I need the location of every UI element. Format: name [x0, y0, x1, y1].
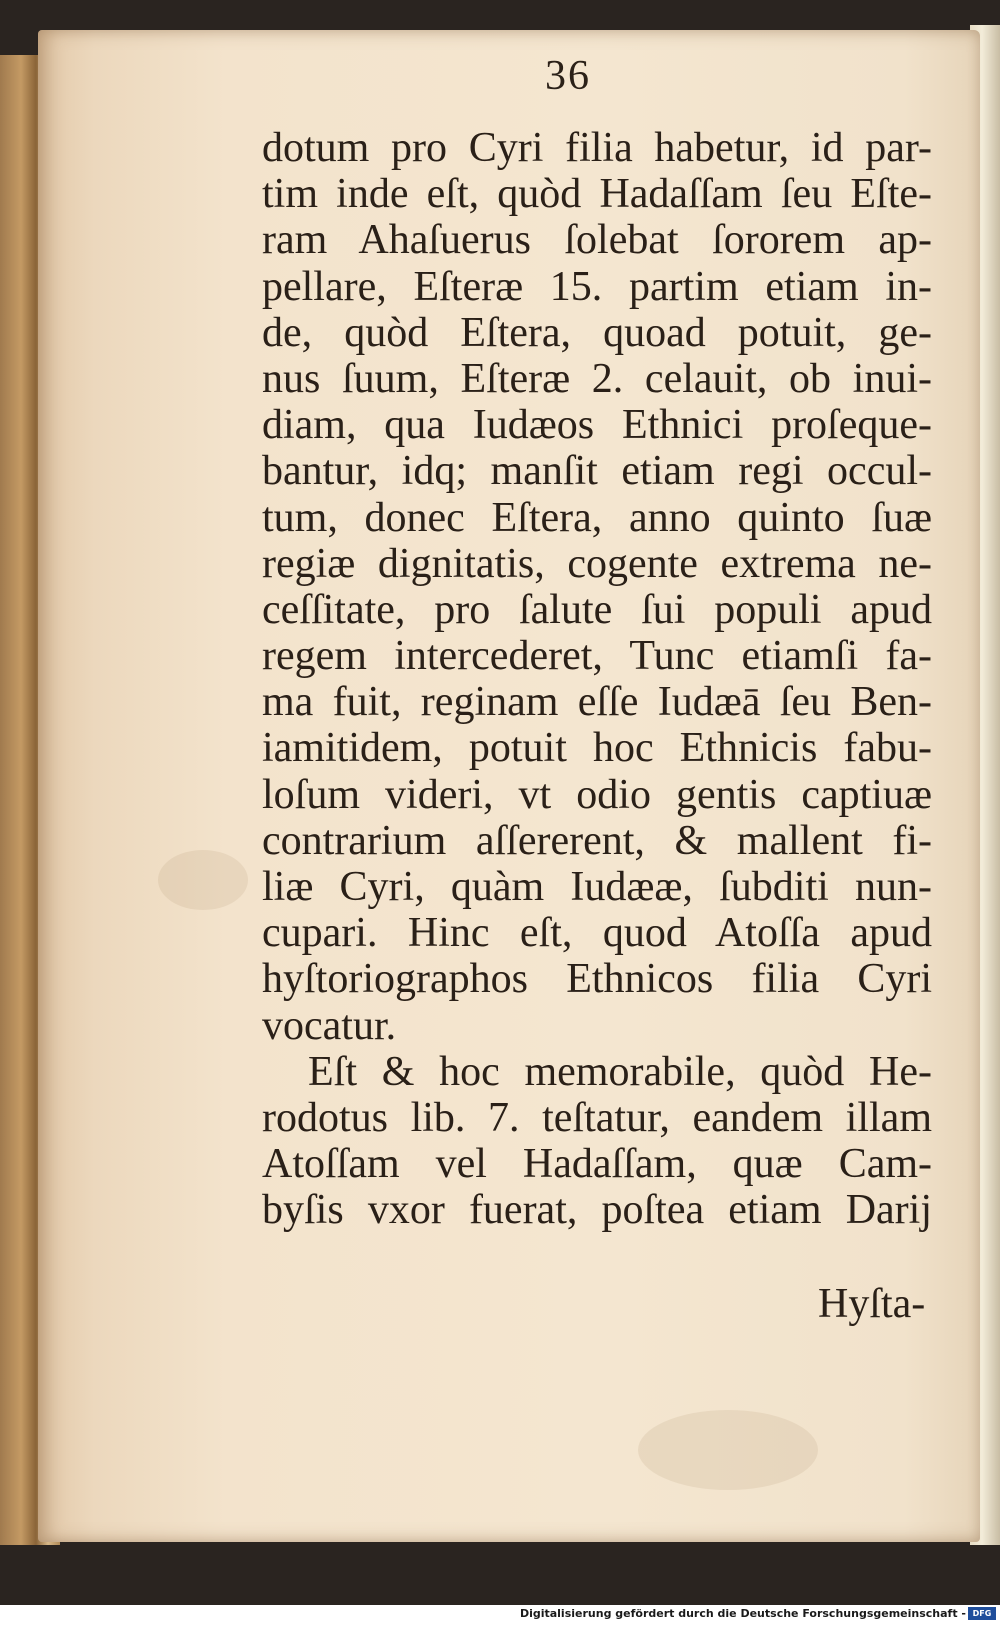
text-line: liæ Cyri, quàm Iudææ, ſubditi nun-: [262, 864, 932, 910]
text-line: cupari. Hinc eſt, quod Atoſſa apud: [262, 910, 932, 957]
text-line: Atoſſam vel Hadaſſam, quæ Cam-: [262, 1141, 932, 1188]
text-line: pellare, Eſteræ 15. partim etiam in-: [262, 263, 932, 310]
paper-stain: [158, 850, 248, 910]
text-line: ram Ahaſuerus ſolebat ſororem ap-: [262, 217, 932, 264]
text-line: de, quòd Eſtera, quoad potuit, ge-: [262, 309, 932, 356]
text-line: diam, qua Iudæos Ethnici proſeque-: [262, 402, 932, 449]
text-line: loſum videri, vt odio gentis captiuæ: [262, 771, 932, 818]
text-line: byſis vxor fuerat, poſtea etiam Darij: [262, 1187, 932, 1234]
text-line: ceſſitate, pro ſalute ſui populi apud: [262, 586, 932, 633]
text-line: regiæ dignitatis, cogente extrema ne-: [262, 540, 932, 587]
text-line: regem intercederet, Tunc etiamſi fa-: [262, 633, 932, 680]
text-line: tim inde eſt, quòd Hadaſſam ſeu Eſte-: [262, 171, 932, 218]
text-line: iamitidem, potuit hoc Ethnicis fabu-: [262, 725, 932, 772]
text-line: hyſtoriographos Ethnicos filia Cyri: [262, 956, 932, 1003]
digitization-credit: Digitalisierung gefördert durch die Deutsche Forschungsgemeinschaft -: [519, 1607, 966, 1620]
paper-stain: [638, 1410, 818, 1490]
text-line: tum, donec Eſtera, anno quinto ſuæ: [262, 494, 932, 541]
text-line: ma fuit, reginam eſſe Iudæā ſeu Ben-: [262, 679, 932, 726]
text-line: rodotus lib. 7. teſtatur, eandem illam: [262, 1094, 932, 1141]
text-line: dotum pro Cyri filia habetur, id par-: [262, 125, 932, 171]
dfg-logo: DFG: [968, 1607, 996, 1620]
text-line: Eſt & hoc memorabile, quòd He-: [308, 1048, 932, 1095]
body-text: [262, 125, 932, 1234]
page-number: 36: [545, 53, 591, 99]
text-line: vocatur.: [262, 1002, 397, 1049]
text-line: contrarium aſſererent, & mallent fi-: [262, 817, 932, 864]
text-line: bantur, idq; manſit etiam regi occul-: [262, 448, 932, 495]
catchword: Hyſta-: [818, 1281, 926, 1327]
text-line: nus ſuum, Eſteræ 2. celauit, ob inui-: [262, 355, 932, 402]
